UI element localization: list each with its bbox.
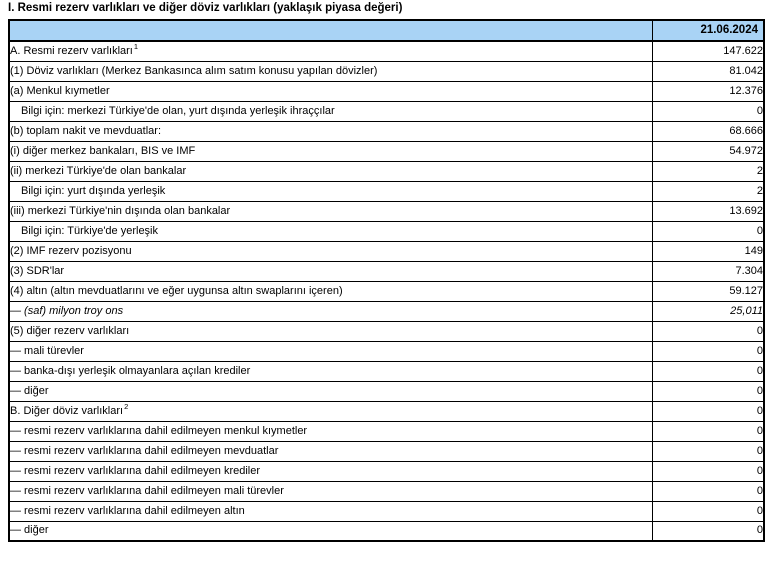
row-label: — resmi rezerv varlıklarına dahil edilmeyen mali türevler <box>10 484 284 497</box>
row-value-cell: 0 <box>652 501 764 521</box>
table-row <box>9 301 764 321</box>
table-row <box>9 261 764 281</box>
row-value-cell: 12.376 <box>652 81 764 101</box>
row-label: A. Resmi rezerv varlıkları <box>10 44 133 57</box>
table-row <box>9 141 764 161</box>
row-label: — diğer <box>10 524 49 537</box>
row-label: (1) Döviz varlıkları (Merkez Bankasınca alım satım konusu yapılan dövizler) <box>10 64 378 77</box>
row-label: (4) altın (altın mevduatlarını ve eğer uygunsa altın swaplarını içeren) <box>10 284 343 297</box>
row-label-cell <box>9 181 652 201</box>
row-value-cell: 2 <box>652 161 764 181</box>
reserves-table <box>8 19 765 542</box>
table-row <box>9 401 764 421</box>
row-value-cell: 0 <box>652 221 764 241</box>
row-label-superscript: 2 <box>124 401 129 411</box>
row-value-cell: 0 <box>652 381 764 401</box>
row-label-cell <box>9 101 652 121</box>
row-label: (iii) merkezi Türkiye'nin dışında olan bankalar <box>10 204 231 217</box>
table-row <box>9 241 764 261</box>
table-row <box>9 161 764 181</box>
section-title: I. Resmi rezerv varlıkları ve diğer döviz varlıkları (yaklaşık piyasa değeri) <box>8 2 403 14</box>
table-row <box>9 201 764 221</box>
row-label: — resmi rezerv varlıklarına dahil edilmeyen menkul kıymetler <box>10 424 308 437</box>
row-value-cell: 7.304 <box>652 261 764 281</box>
row-label-cell <box>9 281 652 301</box>
row-label-cell <box>9 41 652 61</box>
row-label-cell <box>9 121 652 141</box>
row-label-cell <box>9 161 652 181</box>
row-label: (b) toplam nakit ve mevduatlar: <box>10 124 162 137</box>
row-label-cell <box>9 141 652 161</box>
row-label: — diğer <box>10 384 49 397</box>
row-label-cell <box>9 321 652 341</box>
row-label-cell <box>9 441 652 461</box>
row-label-cell <box>9 361 652 381</box>
row-value-cell: 25,011 <box>652 301 764 321</box>
table-header-row <box>9 20 764 41</box>
row-value-cell: 68.666 <box>652 121 764 141</box>
row-value-cell: 54.972 <box>652 141 764 161</box>
row-value-cell: 59.127 <box>652 281 764 301</box>
row-label-cell <box>9 461 652 481</box>
row-value-cell: 0 <box>652 341 764 361</box>
row-value-cell: 0 <box>652 361 764 381</box>
row-value-cell: 0 <box>652 321 764 341</box>
table-row <box>9 481 764 501</box>
row-value-cell: 0 <box>652 481 764 501</box>
table-row <box>9 521 764 541</box>
row-label-cell <box>9 341 652 361</box>
row-label-cell <box>9 381 652 401</box>
table-row <box>9 281 764 301</box>
row-value-cell: 0 <box>652 401 764 421</box>
row-value-cell: 0 <box>652 521 764 541</box>
row-label: (i) diğer merkez bankaları, BIS ve IMF <box>10 144 196 157</box>
table-row <box>9 361 764 381</box>
row-label: — resmi rezerv varlıklarına dahil edilmeyen krediler <box>10 464 261 477</box>
row-label: (ii) merkezi Türkiye'de olan bankalar <box>10 164 187 177</box>
table-row <box>9 121 764 141</box>
row-label: Bilgi için: merkezi Türkiye'de olan, yurt dışında yerleşik ihraççılar <box>21 104 335 117</box>
row-label: — (saf) milyon troy ons <box>10 304 124 317</box>
table-row <box>9 421 764 441</box>
row-value-cell: 0 <box>652 461 764 481</box>
row-label-cell <box>9 61 652 81</box>
table-row <box>9 461 764 481</box>
table-row <box>9 381 764 401</box>
row-label-cell <box>9 521 652 541</box>
row-value-cell: 81.042 <box>652 61 764 81</box>
table-row <box>9 341 764 361</box>
row-label: — banka-dışı yerleşik olmayanlara açılan krediler <box>10 364 251 377</box>
table-row <box>9 501 764 521</box>
table-row <box>9 41 764 61</box>
row-value-cell: 149 <box>652 241 764 261</box>
row-value-cell: 2 <box>652 181 764 201</box>
row-label-cell <box>9 81 652 101</box>
row-value-cell: 0 <box>652 441 764 461</box>
table-row <box>9 61 764 81</box>
row-label: Bilgi için: yurt dışında yerleşik <box>21 184 166 197</box>
row-label: B. Diğer döviz varlıkları <box>10 404 124 417</box>
row-label: (a) Menkul kıymetler <box>10 84 110 97</box>
row-label: — resmi rezerv varlıklarına dahil edilmeyen mevduatlar <box>10 444 279 457</box>
row-value-cell: 147.622 <box>652 41 764 61</box>
row-label: — mali türevler <box>10 344 84 357</box>
row-value-cell: 0 <box>652 421 764 441</box>
row-label: (3) SDR'lar <box>10 264 65 277</box>
row-label-cell <box>9 241 652 261</box>
row-label-cell <box>9 481 652 501</box>
row-label-superscript: 1 <box>133 42 139 52</box>
row-value-cell: 0 <box>652 101 764 121</box>
row-label-cell <box>9 261 652 281</box>
row-label-cell <box>9 301 652 321</box>
row-label-cell <box>9 501 652 521</box>
row-value-cell: 13.692 <box>652 201 764 221</box>
row-label-cell <box>9 201 652 221</box>
row-label: (5) diğer rezerv varlıkları <box>10 324 130 337</box>
table-body <box>9 41 764 541</box>
table-row <box>9 101 764 121</box>
table-row <box>9 321 764 341</box>
table-row <box>9 441 764 461</box>
row-label: Bilgi için: Türkiye'de yerleşik <box>21 224 159 237</box>
row-label: (2) IMF rezerv pozisyonu <box>10 244 132 257</box>
table-row <box>9 81 764 101</box>
header-empty-cell <box>9 20 652 41</box>
row-label-cell <box>9 421 652 441</box>
header-date-cell: 21.06.2024 <box>652 20 764 41</box>
row-label-cell <box>9 401 652 421</box>
row-label-cell <box>9 221 652 241</box>
table-row <box>9 181 764 201</box>
row-label: — resmi rezerv varlıklarına dahil edilmeyen altın <box>10 504 245 517</box>
table-row <box>9 221 764 241</box>
